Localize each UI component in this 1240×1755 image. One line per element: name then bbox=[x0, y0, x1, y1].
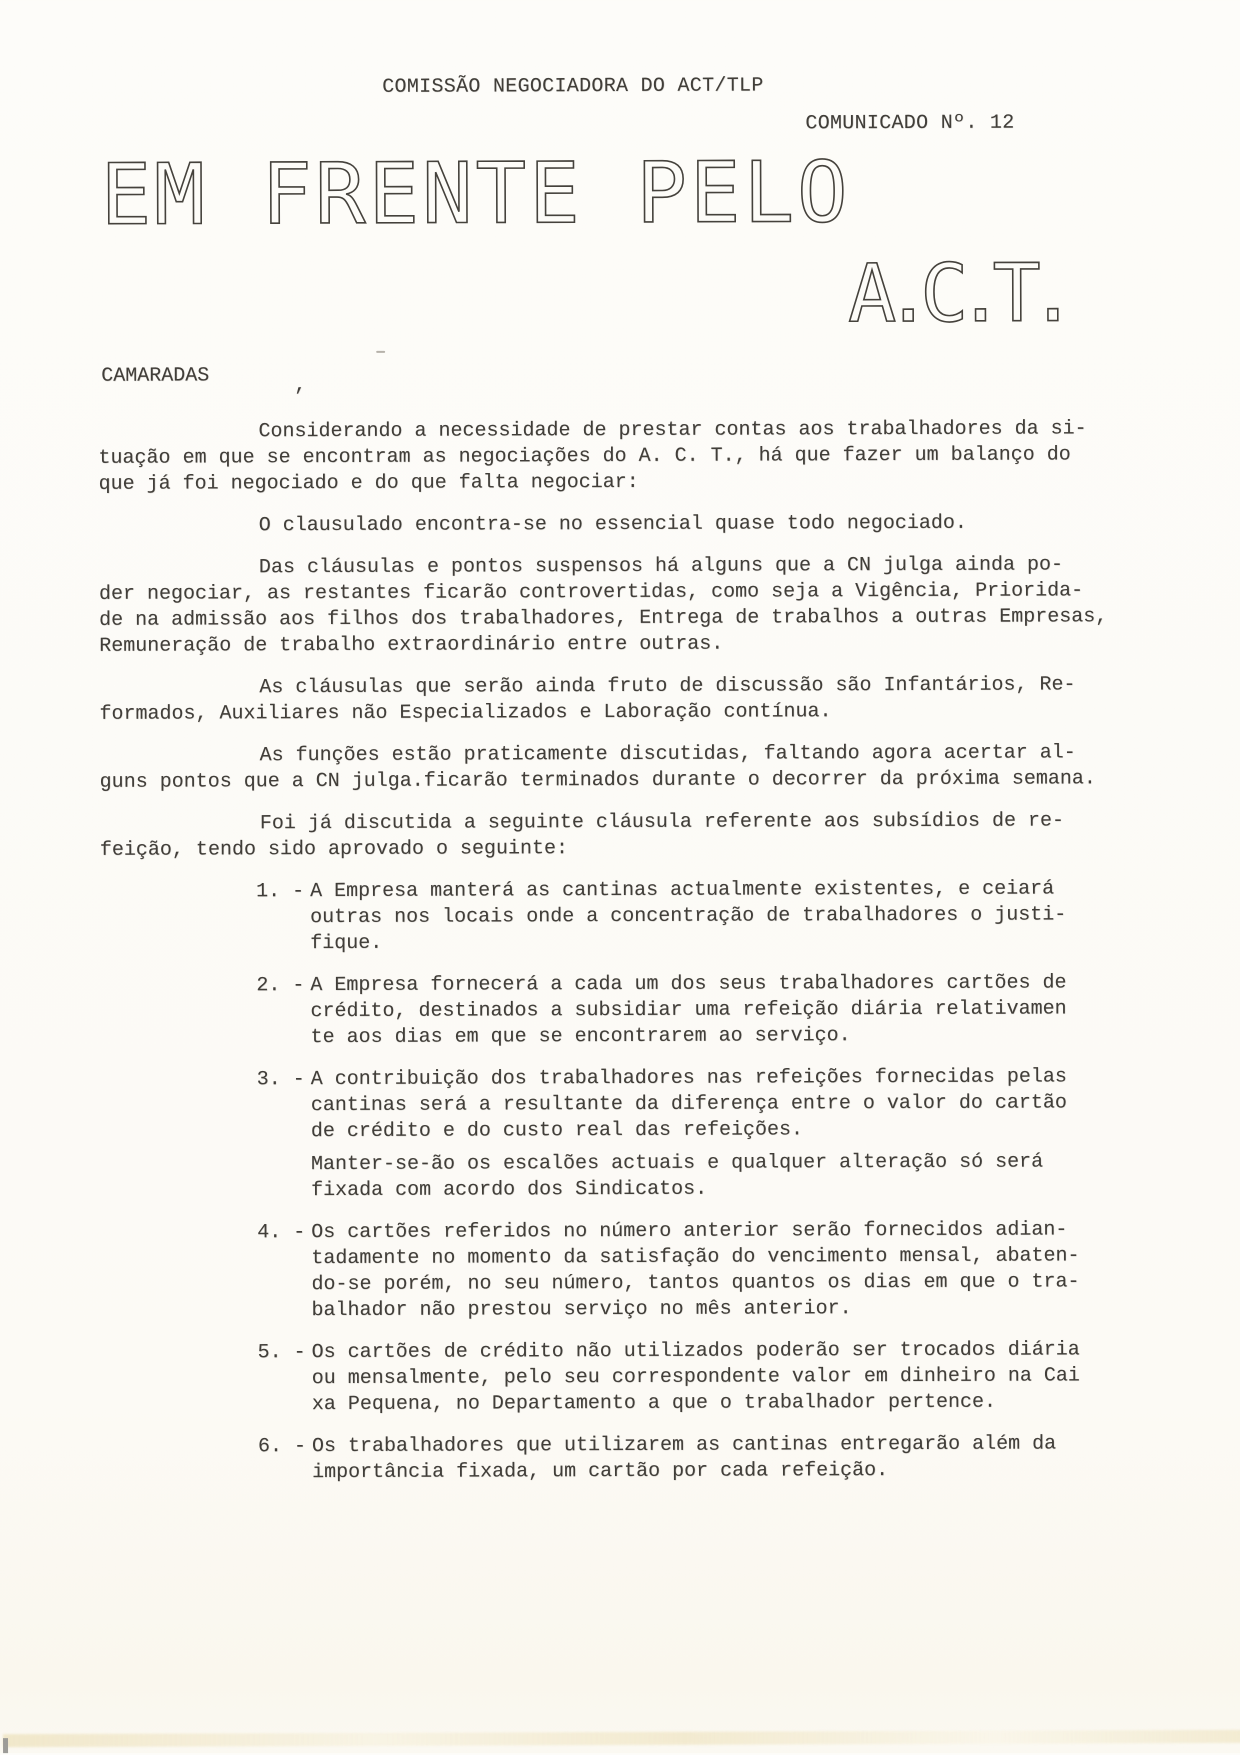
paragraph bbox=[99, 672, 1147, 728]
scan-corner-mark bbox=[3, 1738, 8, 1753]
text-line: de crédito e do custo real das refeições. bbox=[310, 1118, 804, 1144]
clause-number: 2. - bbox=[256, 974, 305, 998]
clause-item bbox=[256, 876, 1148, 957]
text-line: Os trabalhadores que utilizarem as cantinas entregarão além da bbox=[311, 1432, 1057, 1459]
scan-speck bbox=[376, 351, 385, 353]
paragraph bbox=[100, 808, 1148, 864]
paragraph bbox=[99, 510, 1147, 540]
text-line: fique. bbox=[310, 931, 383, 956]
clause-text bbox=[312, 1431, 1056, 1486]
headline-text-line1: EM FRENTE PELO bbox=[100, 143, 851, 244]
text-line: A Empresa fornecerá a cada um dos seus trabalhadores cartões de bbox=[310, 971, 1067, 998]
text-line: cantinas será a resultante da diferença entre o valor do cartão bbox=[310, 1091, 1067, 1118]
headline-art-line2 bbox=[848, 228, 1168, 349]
text-line: As funções estão praticamente discutidas, faltando agora acertar al- bbox=[259, 741, 1076, 768]
clause-item bbox=[257, 1064, 1149, 1204]
clauses-section bbox=[100, 876, 1150, 1487]
text-line: que já foi negociado e do que falta negociar: bbox=[98, 470, 639, 496]
clause-text bbox=[310, 876, 1066, 957]
text-line: A Empresa manterá as cantinas actualmente existentes, e ceiará bbox=[310, 877, 1055, 904]
text-line: ou mensalmente, pelo seu correspondente valor em dinheiro na Cai bbox=[311, 1364, 1080, 1391]
clause-item bbox=[258, 1431, 1150, 1486]
clause-number: 4. - bbox=[257, 1221, 306, 1245]
text-line: Os cartões referidos no número anterior serão fornecidos adian- bbox=[311, 1218, 1068, 1245]
text-line: outras nos locais onde a concentração de trabalhadores o justi- bbox=[310, 903, 1067, 930]
header-organization: COMISSÃO NEGOCIADORA DO ACT/TLP bbox=[382, 74, 764, 99]
salutation: CAMARADAS bbox=[101, 364, 210, 388]
page-edge-shadow bbox=[3, 1730, 1240, 1747]
text-line: balhador não prestou serviço no mês anterior. bbox=[311, 1297, 852, 1323]
text-line: der negociar, as restantes ficarão controvertidas, como seja a Vigência, Priorida- bbox=[98, 579, 1084, 606]
text-line: feição, tendo sido aprovado o seguinte: bbox=[99, 837, 569, 862]
text-line: guns pontos que a CN julga.ficarão terminados durante o decorrer da próxima semana. bbox=[99, 767, 1096, 794]
text-line: xa Pequena, no Departamento a que o trabalhador pertence. bbox=[311, 1390, 997, 1417]
clause-text bbox=[312, 1337, 1080, 1418]
clause-number: 3. - bbox=[256, 1068, 305, 1092]
headline-art-line1 bbox=[100, 135, 890, 248]
comma-mark: , bbox=[294, 374, 307, 398]
clause-subparagraph bbox=[311, 1149, 1067, 1204]
clause-number: 1. - bbox=[256, 880, 305, 904]
clause-item bbox=[256, 970, 1148, 1051]
text-line: Os cartões de crédito não utilizados poderão ser trocados diária bbox=[311, 1338, 1080, 1365]
paragraph bbox=[99, 552, 1147, 660]
text-line: Remuneração de trabalho extraordinário entre outras. bbox=[99, 632, 724, 658]
text-line: fixada com acordo dos Sindicatos. bbox=[311, 1177, 708, 1203]
document-body bbox=[98, 416, 1150, 1503]
paragraphs-section bbox=[98, 416, 1148, 864]
clause-item bbox=[258, 1337, 1150, 1418]
paragraph bbox=[98, 416, 1146, 498]
text-line: crédito, destinados a subsidiar uma refeição diária relativamen bbox=[310, 997, 1067, 1024]
text-line: te aos dias em que se encontrarem ao serviço. bbox=[310, 1024, 851, 1050]
paragraph bbox=[100, 740, 1148, 796]
text-line: importância fixada, um cartão por cada refeição. bbox=[312, 1459, 889, 1485]
text-line: Foi já discutida a seguinte cláusula referente aos subsídios de re- bbox=[259, 809, 1064, 836]
clause-text bbox=[310, 970, 1066, 1051]
bulletin-number: COMUNICADO Nº. 12 bbox=[805, 111, 1015, 136]
clause-text bbox=[311, 1064, 1068, 1204]
text-line: tuação em que se encontram as negociações do A. C. T., há que fazer um balanço do bbox=[98, 443, 1071, 470]
text-line: de na admissão aos filhos dos trabalhadores, Entrega de trabalhos a outras Empresas, bbox=[99, 605, 1108, 632]
text-line: formados, Auxiliares não Especializados e Laboração contínua. bbox=[99, 700, 832, 726]
text-line: tadamente no momento da satisfação do vencimento mensal, abaten- bbox=[311, 1244, 1080, 1271]
text-line: As cláusulas que serão ainda fruto de discussão são Infantários, Re- bbox=[259, 673, 1076, 700]
clause-number: 6. - bbox=[257, 1435, 307, 1459]
text-line: Manter-se-ão os escalões actuais e qualquer alteração só será bbox=[310, 1150, 1044, 1177]
clause-text bbox=[311, 1217, 1079, 1324]
text-line: O clausulado encontra-se no essencial quase todo negociado. bbox=[258, 511, 967, 538]
clause-item bbox=[257, 1217, 1149, 1324]
clause-number: 5. - bbox=[257, 1341, 306, 1365]
text-line: Das cláusulas e pontos suspensos há alguns que a CN julga ainda po- bbox=[258, 553, 1064, 580]
text-line: A contribuição dos trabalhadores nas refeições fornecidas pelas bbox=[310, 1065, 1067, 1092]
headline-text-line2: A.C.T. bbox=[847, 246, 1066, 341]
text-line: do-se porém, no seu número, tantos quantos os dias em que o tra- bbox=[311, 1270, 1080, 1297]
text-line: Considerando a necessidade de prestar contas aos trabalhadores da si- bbox=[258, 417, 1087, 444]
